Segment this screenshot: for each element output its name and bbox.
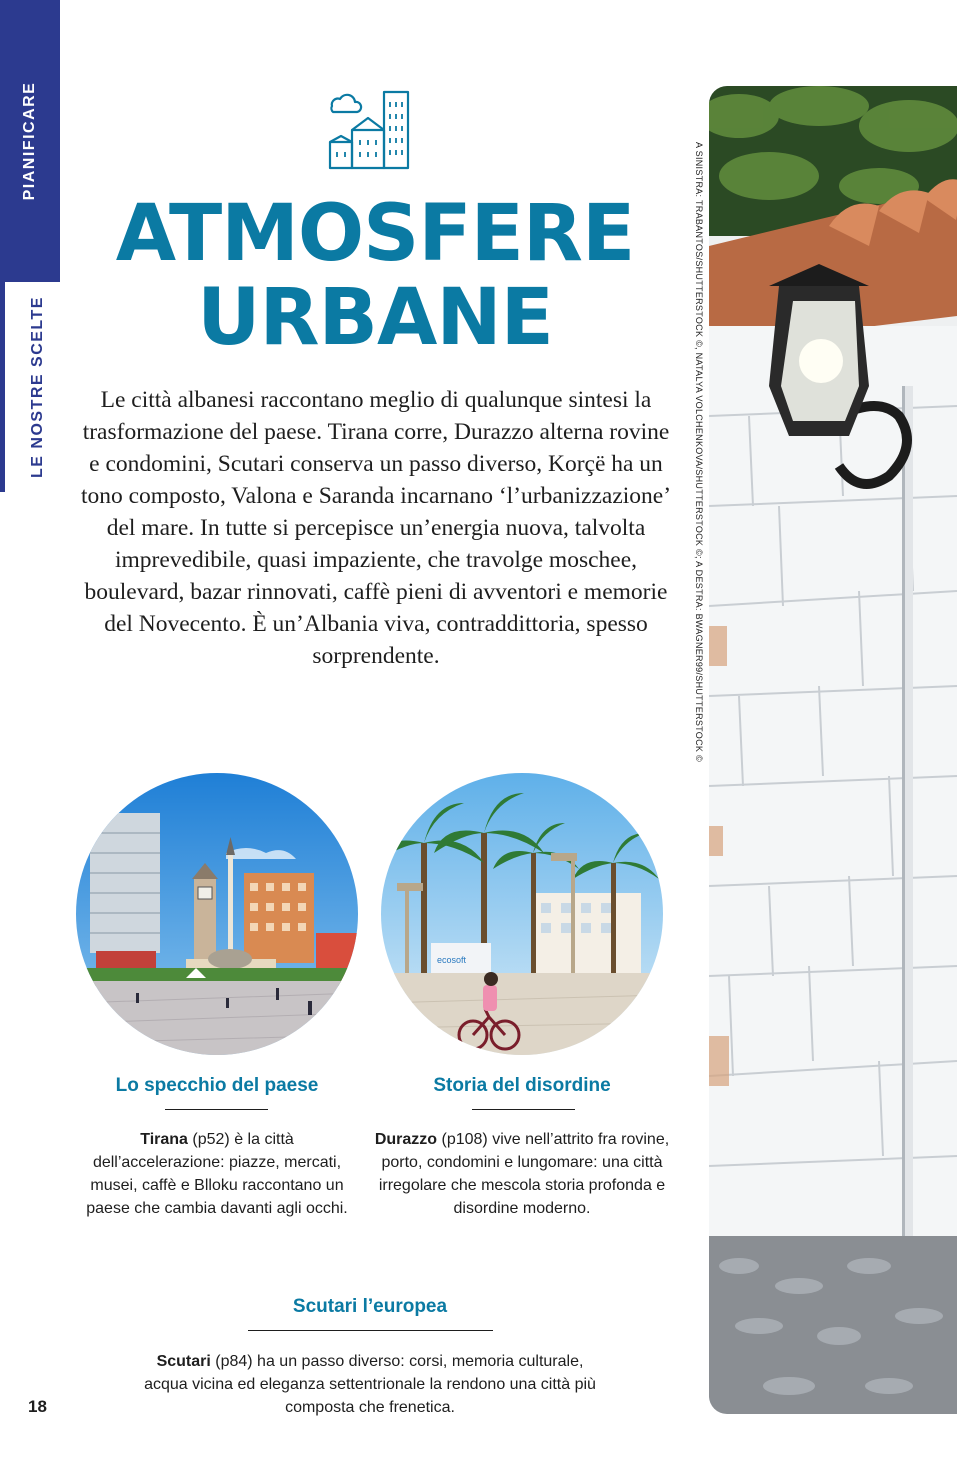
sidebar-section-tab: [0, 0, 60, 282]
section-body-scutari: [140, 1350, 600, 1419]
section-city-durazzo: Durazzo: [374, 1131, 438, 1148]
tirana-square-photo: [76, 773, 358, 1055]
sidebar-section-label: PIANIFICARE: [21, 81, 38, 201]
city-buildings-icon: [326, 88, 412, 172]
section-city-scutari: Scutari: [156, 1353, 211, 1370]
page-title-line1: ATMOSFERE: [115, 189, 635, 279]
section-title-scutari: Scutari l’europea: [292, 1296, 448, 1317]
photo-credit: [692, 122, 706, 782]
section-city-tirana: Tirana: [140, 1131, 188, 1148]
section-text-tirana: (p52) è la città dell’accelerazione: piazze, mercati, musei, caffè e Blloku raccontano un paese che cambia davanti agli occhi.: [86, 1131, 348, 1217]
page-title-line2: URBANE: [197, 273, 553, 363]
svg-text:ecosoft: ecosoft: [437, 955, 467, 965]
sidebar-subsection-tab: [0, 282, 60, 492]
section-divider: [165, 1109, 268, 1110]
section-text-scutari: (p84) ha un passo diverso: corsi, memoria culturale, acqua vicina ed eleganza settentrionale la rendono una città più composta che frenetica.: [144, 1353, 596, 1416]
section-body-durazzo: [374, 1128, 670, 1220]
photo-credit-text: A SINISTRA: TRABANTOS/SHUTTERSTOCK ©, NATALYA VOLCHENKOVA/SHUTTERSTOCK ©; A DESTRA: BWAGNER99/SHUTTERSTOCK ©: [694, 142, 704, 762]
page-number: 18: [28, 1397, 47, 1416]
section-body-tirana: [76, 1128, 358, 1220]
page-title: [70, 189, 680, 363]
section-title-durazzo: Storia del disordine: [433, 1075, 611, 1096]
section-text-durazzo: (p108) vive nell’attrito fra rovine, porto, condomini e lungomare: una città irregolare che mescola storia profonda e disordine moderno.: [378, 1131, 670, 1217]
section-divider: [248, 1330, 493, 1331]
section-title-tirana: Lo specchio del paese: [115, 1075, 319, 1096]
durazzo-promenade-photo: [381, 773, 663, 1055]
lantern-wall-photo: [709, 86, 957, 1414]
section-divider: [472, 1109, 575, 1110]
intro-paragraph: Le città albanesi raccontano meglio di qualunque sintesi la trasformazione del paese. Tirana corre, Durazzo alterna rovine e condomini, Scutari conserva un passo diverso, Korçë ha un tono composto, Valona e Saranda incarnano ‘l’urbanizzazione’ del mare. In tutte si percepisce un’energia nuova, talvolta imprevedibile, quasi impaziente, che travolge moschee, boulevard, bazar rinnovati, caffè pieni di avventori e memorie del Novecento. È un’Albania viva, contraddittoria, spesso sorprendente.: [80, 387, 672, 669]
sidebar-subsection-label: LE NOSTRE SCELTE: [29, 296, 46, 478]
